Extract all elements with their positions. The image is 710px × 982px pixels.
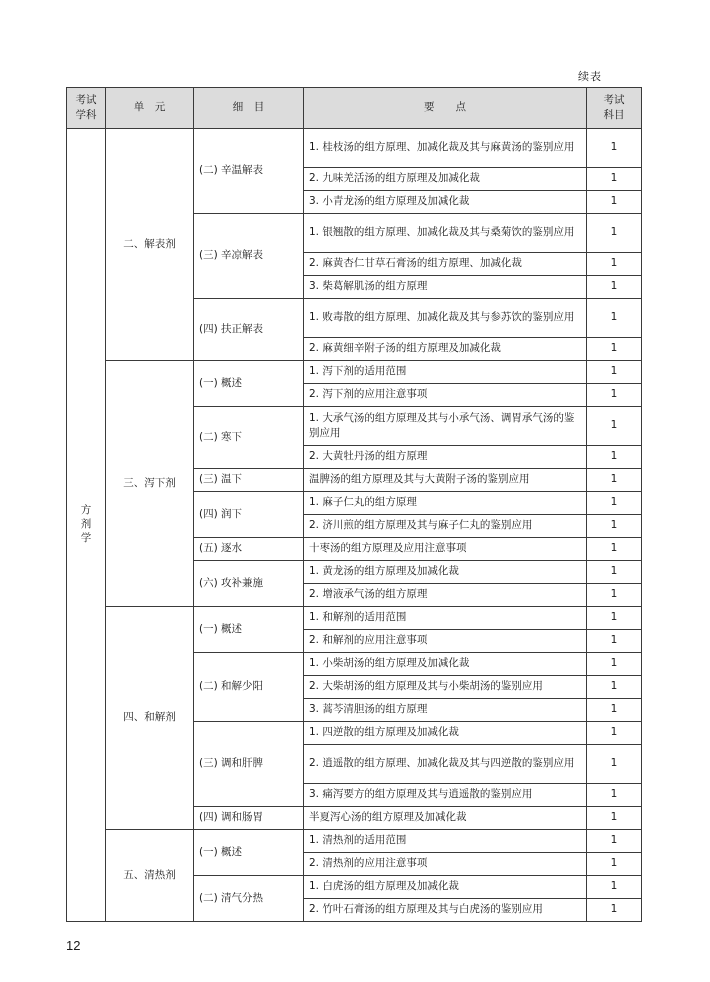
page-number: 12 (66, 938, 81, 953)
unit-cell: 三、泻下剂 (106, 361, 194, 607)
count-cell: 1 (587, 830, 642, 853)
count-cell: 1 (587, 899, 642, 922)
detail-cell: (三) 辛凉解表 (194, 214, 304, 299)
point-cell: 2. 竹叶石膏汤的组方原理及其与白虎汤的鉴别应用 (304, 899, 587, 922)
count-cell: 1 (587, 299, 642, 338)
point-cell: 1. 泻下剂的适用范围 (304, 361, 587, 384)
table-row (67, 607, 642, 630)
point-cell: 2. 麻黄细辛附子汤的组方原理及加减化裁 (304, 338, 587, 361)
continued-label: 续表 (578, 70, 602, 83)
table-row (67, 129, 642, 168)
detail-cell: (二) 和解少阳 (194, 653, 304, 722)
point-cell: 1. 四逆散的组方原理及加减化裁 (304, 722, 587, 745)
count-cell: 1 (587, 407, 642, 446)
count-cell: 1 (587, 853, 642, 876)
point-cell: 2. 和解剂的应用注意事项 (304, 630, 587, 653)
point-cell: 2. 泻下剂的应用注意事项 (304, 384, 587, 407)
count-cell: 1 (587, 784, 642, 807)
detail-cell: (一) 概述 (194, 607, 304, 653)
point-cell: 2. 大黄牡丹汤的组方原理 (304, 446, 587, 469)
detail-cell: (一) 概述 (194, 361, 304, 407)
point-cell: 1. 小柴胡汤的组方原理及加减化裁 (304, 653, 587, 676)
point-cell: 1. 败毒散的组方原理、加减化裁及其与参苏饮的鉴别应用 (304, 299, 587, 338)
count-cell: 1 (587, 561, 642, 584)
detail-cell: (二) 清气分热 (194, 876, 304, 922)
count-cell: 1 (587, 515, 642, 538)
detail-cell: (四) 扶正解表 (194, 299, 304, 361)
detail-cell: (二) 寒下 (194, 407, 304, 469)
point-cell: 1. 白虎汤的组方原理及加减化裁 (304, 876, 587, 899)
count-cell: 1 (587, 253, 642, 276)
header-count: 考试科目 (587, 88, 642, 129)
table-header (67, 88, 642, 129)
detail-cell: (六) 攻补兼施 (194, 561, 304, 607)
detail-cell: (四) 调和肠胃 (194, 807, 304, 830)
point-cell: 1. 桂枝汤的组方原理、加减化裁及其与麻黄汤的鉴别应用 (304, 129, 587, 168)
point-cell: 2. 麻黄杏仁甘草石膏汤的组方原理、加减化裁 (304, 253, 587, 276)
count-cell: 1 (587, 607, 642, 630)
point-cell: 1. 和解剂的适用范围 (304, 607, 587, 630)
point-cell: 温脾汤的组方原理及其与大黄附子汤的鉴别应用 (304, 469, 587, 492)
point-cell: 半夏泻心汤的组方原理及加减化裁 (304, 807, 587, 830)
point-cell: 2. 九味羌活汤的组方原理及加减化裁 (304, 168, 587, 191)
point-cell: 1. 银翘散的组方原理、加减化裁及其与桑菊饮的鉴别应用 (304, 214, 587, 253)
syllabus-table (66, 87, 642, 922)
header-unit: 单 元 (106, 88, 194, 129)
header-detail: 细 目 (194, 88, 304, 129)
header-subject: 考试学科 (67, 88, 106, 129)
point-cell: 2. 清热剂的应用注意事项 (304, 853, 587, 876)
count-cell: 1 (587, 492, 642, 515)
detail-cell: (四) 润下 (194, 492, 304, 538)
count-cell: 1 (587, 876, 642, 899)
count-cell: 1 (587, 745, 642, 784)
table-row (67, 830, 642, 853)
detail-cell: (一) 概述 (194, 830, 304, 876)
count-cell: 1 (587, 538, 642, 561)
point-cell: 3. 柴葛解肌汤的组方原理 (304, 276, 587, 299)
table-row (67, 361, 642, 384)
unit-cell: 二、解表剂 (106, 129, 194, 361)
point-cell: 3. 蒿芩清胆汤的组方原理 (304, 699, 587, 722)
detail-cell: (三) 温下 (194, 469, 304, 492)
point-cell: 1. 清热剂的适用范围 (304, 830, 587, 853)
table-body (67, 129, 642, 922)
count-cell: 1 (587, 361, 642, 384)
detail-cell: (五) 逐水 (194, 538, 304, 561)
count-cell: 1 (587, 446, 642, 469)
count-cell: 1 (587, 384, 642, 407)
count-cell: 1 (587, 722, 642, 745)
point-cell: 2. 增液承气汤的组方原理 (304, 584, 587, 607)
subject-label: 方剂学 (80, 504, 92, 544)
count-cell: 1 (587, 807, 642, 830)
point-cell: 2. 大柴胡汤的组方原理及其与小柴胡汤的鉴别应用 (304, 676, 587, 699)
point-cell: 3. 痛泻要方的组方原理及其与逍遥散的鉴别应用 (304, 784, 587, 807)
count-cell: 1 (587, 168, 642, 191)
count-cell: 1 (587, 584, 642, 607)
point-cell: 2. 逍遥散的组方原理、加减化裁及其与四逆散的鉴别应用 (304, 745, 587, 784)
detail-cell: (二) 辛温解表 (194, 129, 304, 214)
point-cell: 十枣汤的组方原理及应用注意事项 (304, 538, 587, 561)
count-cell: 1 (587, 469, 642, 492)
point-cell: 1. 大承气汤的组方原理及其与小承气汤、调胃承气汤的鉴别应用 (304, 407, 587, 446)
count-cell: 1 (587, 630, 642, 653)
point-cell: 1. 麻子仁丸的组方原理 (304, 492, 587, 515)
point-cell: 3. 小青龙汤的组方原理及加减化裁 (304, 191, 587, 214)
count-cell: 1 (587, 699, 642, 722)
count-cell: 1 (587, 338, 642, 361)
detail-cell: (三) 调和肝脾 (194, 722, 304, 807)
count-cell: 1 (587, 129, 642, 168)
unit-cell: 四、和解剂 (106, 607, 194, 830)
point-cell: 1. 黄龙汤的组方原理及加减化裁 (304, 561, 587, 584)
count-cell: 1 (587, 276, 642, 299)
count-cell: 1 (587, 214, 642, 253)
unit-cell: 五、清热剂 (106, 830, 194, 922)
count-cell: 1 (587, 676, 642, 699)
count-cell: 1 (587, 191, 642, 214)
header-point: 要 点 (304, 88, 587, 129)
count-cell: 1 (587, 653, 642, 676)
subject-cell (67, 129, 106, 922)
point-cell: 2. 济川煎的组方原理及其与麻子仁丸的鉴别应用 (304, 515, 587, 538)
